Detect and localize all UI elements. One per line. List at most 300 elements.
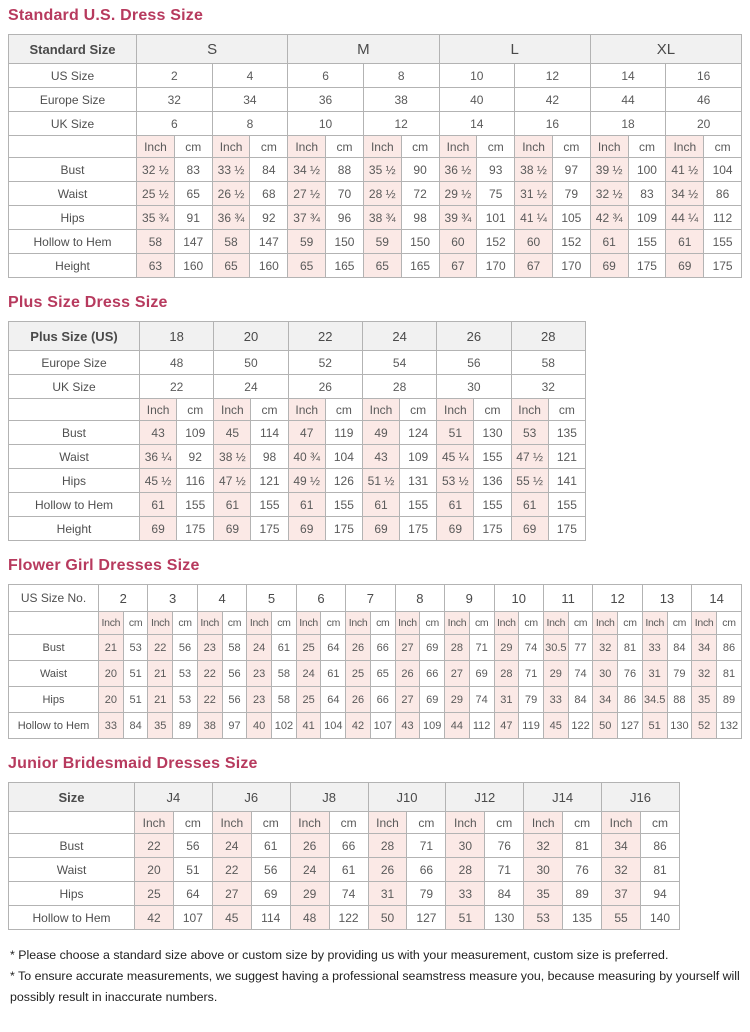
measure-cm-value: 56 xyxy=(251,858,290,882)
size-value: 48 xyxy=(140,351,214,375)
measure-inch-value: 41 ¼ xyxy=(515,206,553,230)
measure-cm-value: 165 xyxy=(326,254,364,278)
measure-inch-value: 39 ¾ xyxy=(439,206,477,230)
measure-cm-value: 152 xyxy=(552,230,590,254)
size-header: 8 xyxy=(395,585,444,612)
unit-cm: cm xyxy=(640,812,679,834)
size-value: 20 xyxy=(666,112,742,136)
size-value: 50 xyxy=(214,351,288,375)
row-label: Waist xyxy=(9,182,137,206)
unit-cm: cm xyxy=(173,612,198,635)
unit-cm: cm xyxy=(250,136,288,158)
size-value: 34 xyxy=(212,88,288,112)
measure-inch-value: 35 xyxy=(148,713,173,739)
size-value: 32 xyxy=(511,375,585,399)
unit-inch: Inch xyxy=(692,612,717,635)
measure-inch-value: 45 xyxy=(214,421,251,445)
size-value: 54 xyxy=(362,351,436,375)
measure-cm-value: 175 xyxy=(628,254,666,278)
measure-inch-value: 35 xyxy=(524,882,563,906)
measure-cm-value: 155 xyxy=(704,230,742,254)
size-header: 22 xyxy=(288,322,362,351)
size-value: 36 xyxy=(288,88,364,112)
size-header: 24 xyxy=(362,322,436,351)
measure-cm-value: 94 xyxy=(640,882,679,906)
size-header: 10 xyxy=(494,585,543,612)
measure-inch-value: 44 ¼ xyxy=(666,206,704,230)
measure-cm-value: 109 xyxy=(177,421,214,445)
measure-inch-value: 23 xyxy=(197,635,222,661)
junior-size-table xyxy=(8,782,680,930)
measure-cm-value: 66 xyxy=(329,834,368,858)
unit-inch: Inch xyxy=(593,612,618,635)
size-value: 32 xyxy=(137,88,213,112)
measure-inch-value: 38 ½ xyxy=(515,158,553,182)
measure-cm-value: 114 xyxy=(251,421,288,445)
size-value: 46 xyxy=(666,88,742,112)
unit-inch: Inch xyxy=(642,612,667,635)
measure-cm-value: 119 xyxy=(325,421,362,445)
measure-cm-value: 56 xyxy=(173,635,198,661)
measure-cm-value: 175 xyxy=(400,517,437,541)
measure-inch-value: 29 xyxy=(290,882,329,906)
measure-inch-value: 25 xyxy=(346,661,371,687)
measure-inch-value: 53 ½ xyxy=(437,469,474,493)
measure-inch-value: 65 xyxy=(212,254,250,278)
unit-cm: cm xyxy=(174,136,212,158)
unit-inch: Inch xyxy=(212,136,250,158)
measure-inch-value: 58 xyxy=(212,230,250,254)
measure-inch-value: 51 xyxy=(642,713,667,739)
measure-inch-value: 35 ½ xyxy=(363,158,401,182)
measure-cm-value: 121 xyxy=(548,445,585,469)
measure-inch-value: 65 xyxy=(363,254,401,278)
measure-cm-value: 152 xyxy=(477,230,515,254)
measure-inch-value: 26 xyxy=(346,635,371,661)
section-flower xyxy=(8,557,742,739)
unit-cm: cm xyxy=(704,136,742,158)
measure-cm-value: 175 xyxy=(548,517,585,541)
measure-inch-value: 69 xyxy=(511,517,548,541)
measure-inch-value: 69 xyxy=(590,254,628,278)
measure-inch-value: 27 xyxy=(212,882,251,906)
measure-cm-value: 97 xyxy=(222,713,247,739)
measure-inch-value: 69 xyxy=(214,517,251,541)
size-chart-sections xyxy=(8,7,742,930)
section-title: Junior Bridesmaid Dresses Size xyxy=(8,755,258,772)
size-value: 18 xyxy=(590,112,666,136)
size-value: 10 xyxy=(288,112,364,136)
measure-cm-value: 74 xyxy=(329,882,368,906)
measure-cm-value: 112 xyxy=(469,713,494,739)
unit-cm: cm xyxy=(173,812,212,834)
size-header: J10 xyxy=(368,783,446,812)
measure-cm-value: 66 xyxy=(370,687,395,713)
measurement-row xyxy=(9,158,742,182)
row-label: Europe Size xyxy=(9,351,140,375)
measure-cm-value: 88 xyxy=(326,158,364,182)
measure-cm-value: 160 xyxy=(174,254,212,278)
section-plus xyxy=(8,294,742,541)
measure-inch-value: 61 xyxy=(437,493,474,517)
unit-inch: Inch xyxy=(446,812,485,834)
measure-cm-value: 155 xyxy=(628,230,666,254)
unit-inch: Inch xyxy=(602,812,641,834)
row-label: Waist xyxy=(9,661,99,687)
measure-cm-value: 98 xyxy=(251,445,288,469)
size-header: 20 xyxy=(214,322,288,351)
size-header: 3 xyxy=(148,585,197,612)
size-header: 13 xyxy=(642,585,691,612)
measure-cm-value: 136 xyxy=(474,469,511,493)
row-label: Bust xyxy=(9,158,137,182)
size-value: 26 xyxy=(288,375,362,399)
measure-cm-value: 140 xyxy=(640,906,679,930)
row-label: UK Size xyxy=(9,375,140,399)
row-label: Hollow to Hem xyxy=(9,230,137,254)
measure-cm-value: 109 xyxy=(628,206,666,230)
size-value: 8 xyxy=(363,64,439,88)
measure-cm-value: 175 xyxy=(177,517,214,541)
measure-cm-value: 130 xyxy=(667,713,692,739)
unit-inch: Inch xyxy=(368,812,407,834)
corner-label: US Size No. xyxy=(9,585,99,612)
unit-row xyxy=(9,812,680,834)
row-label: Hips xyxy=(9,882,135,906)
measure-cm-value: 71 xyxy=(485,858,524,882)
unit-inch: Inch xyxy=(445,612,470,635)
size-value: 40 xyxy=(439,88,515,112)
size-value: 44 xyxy=(590,88,666,112)
measure-cm-value: 86 xyxy=(716,635,741,661)
row-label: Hips xyxy=(9,469,140,493)
unit-cm: cm xyxy=(123,612,148,635)
measure-inch-value: 34 xyxy=(593,687,618,713)
measure-inch-value: 32 ½ xyxy=(137,158,175,182)
measure-inch-value: 32 ½ xyxy=(590,182,628,206)
unit-inch: Inch xyxy=(524,812,563,834)
measure-inch-value: 59 xyxy=(363,230,401,254)
measure-cm-value: 104 xyxy=(704,158,742,182)
row-label: Height xyxy=(9,517,140,541)
row-label: Bust xyxy=(9,421,140,445)
size-header: J4 xyxy=(135,783,213,812)
size-header: 9 xyxy=(445,585,494,612)
measure-inch-value: 24 xyxy=(247,635,272,661)
measure-inch-value: 36 ½ xyxy=(439,158,477,182)
measure-inch-value: 45 xyxy=(543,713,568,739)
measure-inch-value: 29 ½ xyxy=(439,182,477,206)
measurement-row xyxy=(9,858,680,882)
measure-cm-value: 66 xyxy=(420,661,445,687)
unit-inch: Inch xyxy=(135,812,174,834)
size-value: 58 xyxy=(511,351,585,375)
measure-inch-value: 33 xyxy=(99,713,124,739)
measurement-row xyxy=(9,469,586,493)
measure-cm-value: 90 xyxy=(401,158,439,182)
measure-cm-value: 130 xyxy=(474,421,511,445)
unit-inch: Inch xyxy=(395,612,420,635)
measure-inch-value: 51 xyxy=(446,906,485,930)
measure-inch-value: 49 xyxy=(362,421,399,445)
unit-cm: cm xyxy=(568,612,593,635)
size-group-header: L xyxy=(439,35,590,64)
measure-inch-value: 61 xyxy=(288,493,325,517)
measure-inch-value: 58 xyxy=(137,230,175,254)
measure-inch-value: 67 xyxy=(439,254,477,278)
unit-cm: cm xyxy=(251,399,288,421)
table-header-row xyxy=(9,783,680,812)
measure-inch-value: 38 ¾ xyxy=(363,206,401,230)
measure-inch-value: 55 xyxy=(602,906,641,930)
measure-cm-value: 86 xyxy=(704,182,742,206)
measure-cm-value: 84 xyxy=(568,687,593,713)
size-header: 7 xyxy=(346,585,395,612)
row-label: Height xyxy=(9,254,137,278)
measurement-row xyxy=(9,493,586,517)
measure-inch-value: 24 xyxy=(212,834,251,858)
row-label: Waist xyxy=(9,858,135,882)
measure-cm-value: 135 xyxy=(563,906,602,930)
table-header-row xyxy=(9,322,586,351)
measure-cm-value: 98 xyxy=(401,206,439,230)
measure-cm-value: 61 xyxy=(272,635,297,661)
unit-inch: Inch xyxy=(346,612,371,635)
measure-cm-value: 175 xyxy=(325,517,362,541)
measure-cm-value: 105 xyxy=(552,206,590,230)
measure-cm-value: 75 xyxy=(477,182,515,206)
measure-cm-value: 51 xyxy=(123,661,148,687)
measure-cm-value: 74 xyxy=(519,635,544,661)
measure-cm-value: 86 xyxy=(618,687,643,713)
measure-inch-value: 42 xyxy=(135,906,174,930)
measure-inch-value: 22 xyxy=(148,635,173,661)
flower-size-table xyxy=(8,584,742,739)
unit-cm: cm xyxy=(618,612,643,635)
measure-inch-value: 33 xyxy=(543,687,568,713)
size-value: 24 xyxy=(214,375,288,399)
size-conversion-row xyxy=(9,351,586,375)
measure-cm-value: 101 xyxy=(477,206,515,230)
section-junior xyxy=(8,755,742,930)
measure-cm-value: 175 xyxy=(704,254,742,278)
measure-inch-value: 25 ½ xyxy=(137,182,175,206)
unit-cm: cm xyxy=(519,612,544,635)
measure-cm-value: 135 xyxy=(548,421,585,445)
measure-cm-value: 97 xyxy=(552,158,590,182)
measure-inch-value: 34.5 xyxy=(642,687,667,713)
measure-inch-value: 42 ¾ xyxy=(590,206,628,230)
corner-label: Standard Size xyxy=(9,35,137,64)
measure-cm-value: 175 xyxy=(474,517,511,541)
measure-inch-value: 69 xyxy=(666,254,704,278)
unit-cm: cm xyxy=(400,399,437,421)
measure-inch-value: 29 xyxy=(445,687,470,713)
unit-inch: Inch xyxy=(515,136,553,158)
measure-cm-value: 83 xyxy=(628,182,666,206)
measure-inch-value: 47 xyxy=(494,713,519,739)
unit-row xyxy=(9,399,586,421)
measure-cm-value: 84 xyxy=(667,635,692,661)
measurement-row xyxy=(9,906,680,930)
size-header: J8 xyxy=(290,783,368,812)
unit-inch: Inch xyxy=(439,136,477,158)
measure-cm-value: 130 xyxy=(485,906,524,930)
measure-inch-value: 37 xyxy=(602,882,641,906)
measure-cm-value: 77 xyxy=(568,635,593,661)
row-label: US Size xyxy=(9,64,137,88)
measure-inch-value: 26 ½ xyxy=(212,182,250,206)
size-header: J14 xyxy=(524,783,602,812)
measure-cm-value: 155 xyxy=(400,493,437,517)
measure-cm-value: 116 xyxy=(177,469,214,493)
size-value: 22 xyxy=(140,375,214,399)
measure-inch-value: 45 ¼ xyxy=(437,445,474,469)
measure-cm-value: 56 xyxy=(173,834,212,858)
size-header: 2 xyxy=(99,585,148,612)
measure-cm-value: 155 xyxy=(548,493,585,517)
measure-cm-value: 170 xyxy=(552,254,590,278)
size-value: 16 xyxy=(515,112,591,136)
measure-inch-value: 49 ½ xyxy=(288,469,325,493)
unit-cm: cm xyxy=(401,136,439,158)
measure-inch-value: 27 xyxy=(395,687,420,713)
measure-inch-value: 36 ¾ xyxy=(212,206,250,230)
size-value: 16 xyxy=(666,64,742,88)
unit-cm: cm xyxy=(563,812,602,834)
measure-inch-value: 69 xyxy=(288,517,325,541)
empty-cell xyxy=(9,399,140,421)
measure-cm-value: 79 xyxy=(667,661,692,687)
measure-inch-value: 27 xyxy=(395,635,420,661)
measure-inch-value: 29 xyxy=(494,635,519,661)
measure-inch-value: 47 xyxy=(288,421,325,445)
measure-inch-value: 43 xyxy=(395,713,420,739)
empty-cell xyxy=(9,812,135,834)
measure-cm-value: 92 xyxy=(177,445,214,469)
unit-cm: cm xyxy=(370,612,395,635)
table-header-row xyxy=(9,585,742,612)
measure-inch-value: 63 xyxy=(137,254,175,278)
measure-cm-value: 112 xyxy=(704,206,742,230)
measure-inch-value: 21 xyxy=(99,635,124,661)
measure-cm-value: 71 xyxy=(519,661,544,687)
section-title: Plus Size Dress Size xyxy=(8,294,168,311)
unit-inch: Inch xyxy=(494,612,519,635)
unit-inch: Inch xyxy=(363,136,401,158)
measure-inch-value: 42 xyxy=(346,713,371,739)
measure-inch-value: 30 xyxy=(524,858,563,882)
size-value: 38 xyxy=(363,88,439,112)
unit-inch: Inch xyxy=(666,136,704,158)
measure-cm-value: 69 xyxy=(420,687,445,713)
size-value: 10 xyxy=(439,64,515,88)
measure-inch-value: 22 xyxy=(135,834,174,858)
measure-inch-value: 34 ½ xyxy=(666,182,704,206)
measure-cm-value: 74 xyxy=(469,687,494,713)
measure-cm-value: 102 xyxy=(272,713,297,739)
empty-cell xyxy=(9,612,99,635)
measure-cm-value: 71 xyxy=(407,834,446,858)
size-header: 6 xyxy=(296,585,345,612)
section-title: Standard U.S. Dress Size xyxy=(8,7,204,24)
measure-inch-value: 30 xyxy=(593,661,618,687)
measure-cm-value: 155 xyxy=(474,445,511,469)
measure-cm-value: 79 xyxy=(407,882,446,906)
measurement-row xyxy=(9,713,742,739)
measure-cm-value: 81 xyxy=(640,858,679,882)
unit-cm: cm xyxy=(628,136,666,158)
section-title: Flower Girl Dresses Size xyxy=(8,557,200,574)
measure-cm-value: 69 xyxy=(420,635,445,661)
measure-cm-value: 76 xyxy=(485,834,524,858)
measure-cm-value: 58 xyxy=(272,661,297,687)
measure-inch-value: 37 ¾ xyxy=(288,206,326,230)
measure-inch-value: 61 xyxy=(362,493,399,517)
measure-cm-value: 66 xyxy=(407,858,446,882)
footnotes xyxy=(8,945,742,1008)
measure-cm-value: 84 xyxy=(485,882,524,906)
measure-cm-value: 132 xyxy=(716,713,741,739)
measure-inch-value: 60 xyxy=(515,230,553,254)
unit-inch: Inch xyxy=(543,612,568,635)
measure-cm-value: 150 xyxy=(401,230,439,254)
unit-inch: Inch xyxy=(362,399,399,421)
unit-cm: cm xyxy=(485,812,524,834)
measure-inch-value: 51 xyxy=(437,421,474,445)
measure-inch-value: 53 xyxy=(524,906,563,930)
measure-inch-value: 31 xyxy=(642,661,667,687)
measure-cm-value: 79 xyxy=(552,182,590,206)
measure-inch-value: 20 xyxy=(99,661,124,687)
measure-cm-value: 56 xyxy=(222,687,247,713)
size-header: 14 xyxy=(692,585,742,612)
measure-cm-value: 64 xyxy=(173,882,212,906)
measure-cm-value: 155 xyxy=(177,493,214,517)
measure-inch-value: 33 xyxy=(446,882,485,906)
unit-cm: cm xyxy=(321,612,346,635)
measure-cm-value: 61 xyxy=(321,661,346,687)
measure-cm-value: 76 xyxy=(563,858,602,882)
measure-inch-value: 65 xyxy=(288,254,326,278)
size-header: 4 xyxy=(197,585,246,612)
measure-inch-value: 27 xyxy=(445,661,470,687)
measure-cm-value: 170 xyxy=(477,254,515,278)
measure-inch-value: 28 ½ xyxy=(363,182,401,206)
unit-inch: Inch xyxy=(296,612,321,635)
unit-row xyxy=(9,612,742,635)
measure-inch-value: 44 xyxy=(445,713,470,739)
measure-cm-value: 155 xyxy=(251,493,288,517)
measure-inch-value: 27 ½ xyxy=(288,182,326,206)
unit-cm: cm xyxy=(272,612,297,635)
unit-cm: cm xyxy=(420,612,445,635)
measure-inch-value: 22 xyxy=(197,687,222,713)
unit-inch: Inch xyxy=(511,399,548,421)
measure-inch-value: 26 xyxy=(290,834,329,858)
footnote-custom-size: * Please choose a standard size above or custom size by providing us with your measurement, custom size is preferred. xyxy=(10,948,669,962)
size-value: 28 xyxy=(362,375,436,399)
row-label: Waist xyxy=(9,445,140,469)
measure-cm-value: 114 xyxy=(251,906,290,930)
unit-inch: Inch xyxy=(212,812,251,834)
measure-cm-value: 122 xyxy=(568,713,593,739)
size-value: 14 xyxy=(590,64,666,88)
measure-inch-value: 69 xyxy=(140,517,177,541)
corner-label: Plus Size (US) xyxy=(9,322,140,351)
measure-cm-value: 107 xyxy=(370,713,395,739)
measurement-row xyxy=(9,421,586,445)
